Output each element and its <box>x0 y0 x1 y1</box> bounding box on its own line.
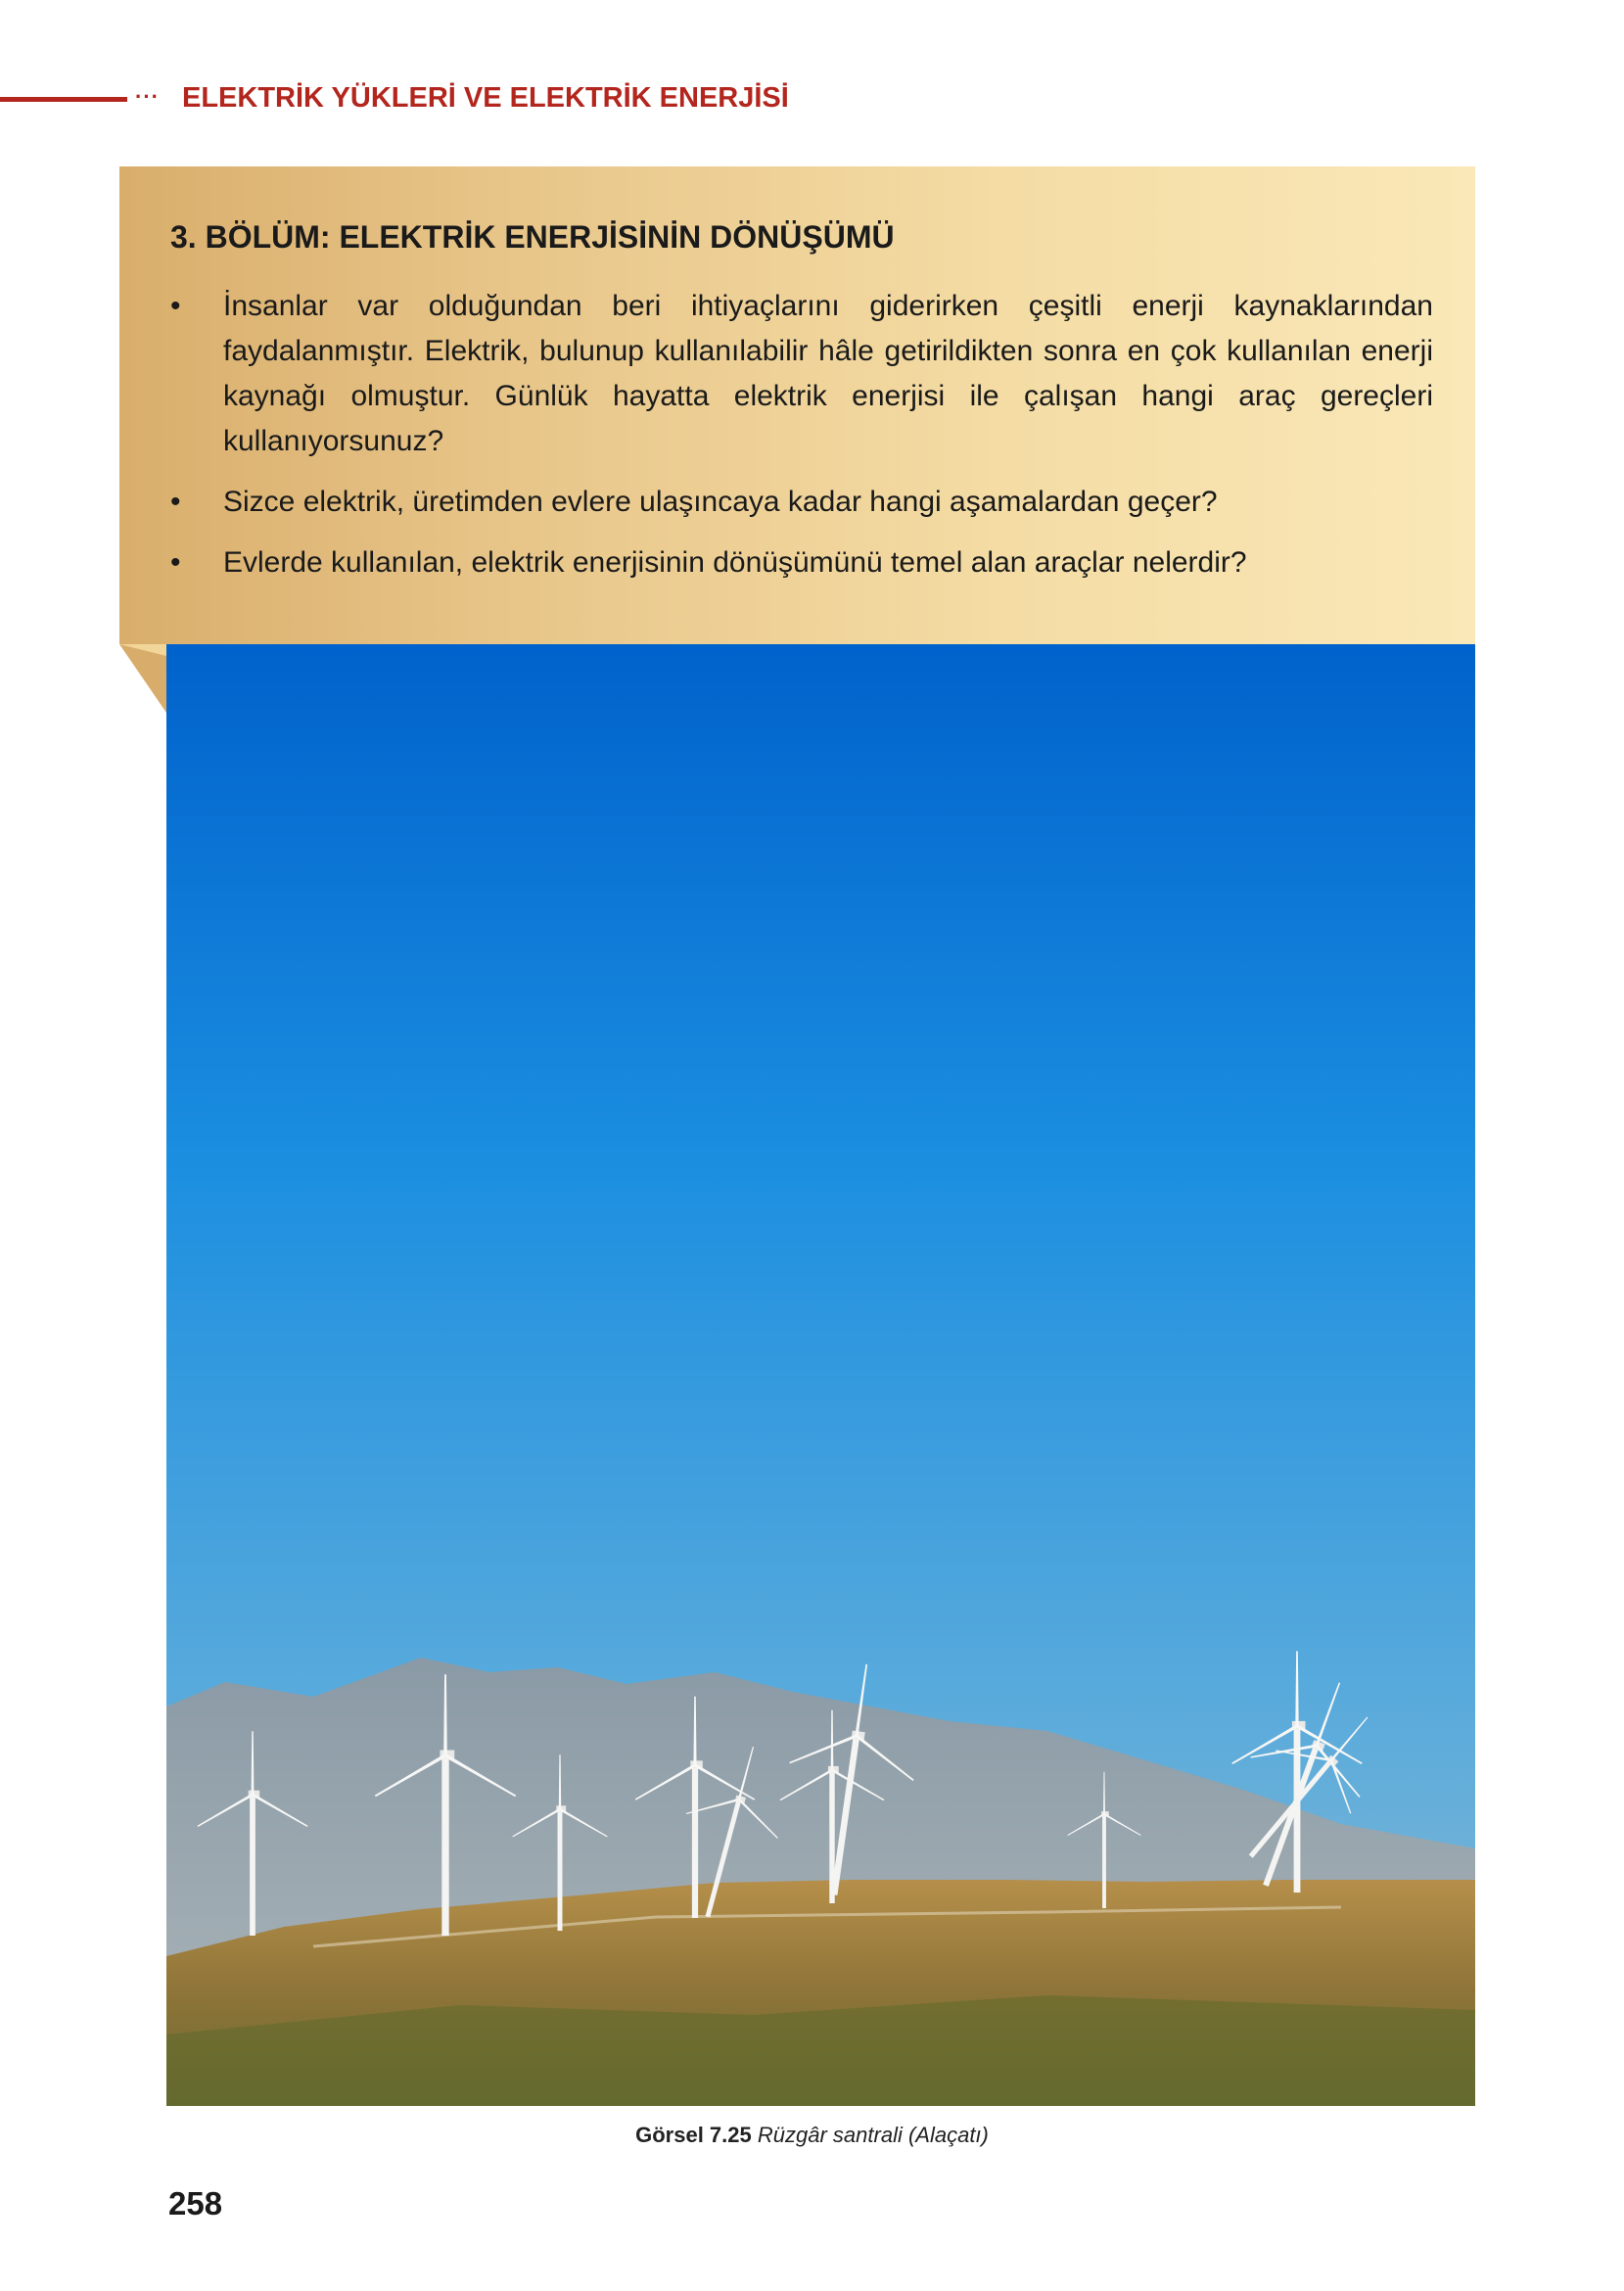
page-number: 258 <box>168 2185 223 2221</box>
question-item <box>170 540 1433 585</box>
question-item <box>170 284 1433 464</box>
wind-farm-photo <box>166 644 1475 2106</box>
figure-label: Görsel 7.25 <box>635 2123 752 2147</box>
figure-caption <box>0 2123 1624 2148</box>
bullet-icon: • <box>170 486 181 518</box>
bullet-icon: • <box>170 290 181 322</box>
section-intro-box <box>119 166 1475 644</box>
question-text: Sizce elektrik, üretimden evlere ulaşıncaya kadar hangi aşamalardan geçer? <box>223 486 1218 518</box>
question-text: Evlerde kullanılan, elektrik enerjisinin dönüşümünü temel alan araçlar nelerdir? <box>223 546 1247 579</box>
question-list <box>170 284 1433 601</box>
question-item <box>170 480 1433 525</box>
question-text: İnsanlar var olduğundan beri ihtiyaçlarını giderirken çeşitli enerji kaynaklarından faydalanmıştır. Elektrik, bulunup kullanılabilir hâle getirildikten sonra en çok kullanılan enerji kaynağı olmuştur. Günlük hayatta elektrik enerjisi ile çalışan hangi araç gereçleri kullanıyorsunuz? <box>223 290 1433 457</box>
header-rule <box>0 97 127 102</box>
figure-caption-text: Rüzgâr santrali (Alaçatı) <box>757 2123 989 2147</box>
bullet-icon: • <box>170 546 181 579</box>
section-title: 3. BÖLÜM: ELEKTRİK ENERJİSİNİN DÖNÜŞÜMÜ <box>170 219 895 255</box>
box-fold-corner <box>119 644 166 713</box>
header-dots: ··· <box>135 84 160 109</box>
chapter-title: ELEKTRİK YÜKLERİ VE ELEKTRİK ENERJİSİ <box>182 82 789 114</box>
